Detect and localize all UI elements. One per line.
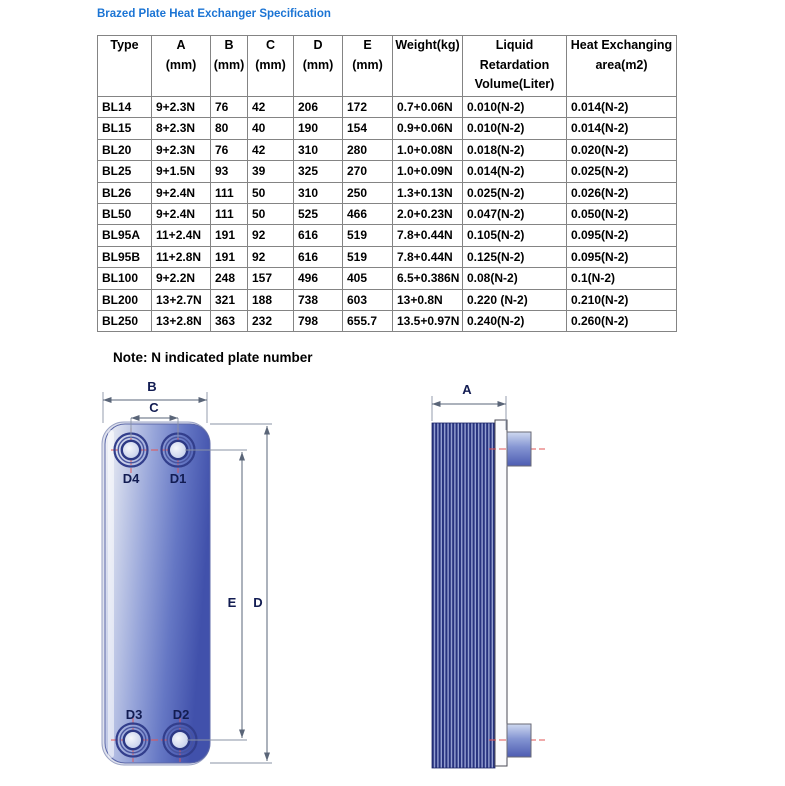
table-cell: 8+2.3N: [152, 118, 211, 139]
table-cell: 310: [294, 139, 343, 160]
spec-table: [97, 35, 677, 332]
table-cell: 80: [211, 118, 248, 139]
table-row: [98, 311, 677, 332]
table-cell: 280: [343, 139, 393, 160]
port-d4-label: D4: [122, 471, 140, 486]
column-header: C (mm): [248, 36, 294, 97]
table-cell: 76: [211, 97, 248, 118]
dim-d-label: D: [253, 595, 263, 610]
table-cell: 0.095(N-2): [567, 246, 677, 267]
table-cell: 405: [343, 268, 393, 289]
table-row: [98, 204, 677, 225]
dim-b-label: B: [147, 379, 157, 394]
table-cell: 92: [248, 225, 294, 246]
table-cell: 655.7: [343, 311, 393, 332]
table-cell: 42: [248, 97, 294, 118]
page-title: Brazed Plate Heat Exchanger Specification: [97, 8, 331, 20]
table-cell: 250: [343, 182, 393, 203]
table-cell: 466: [343, 204, 393, 225]
table-cell: 738: [294, 289, 343, 310]
table-row: [98, 268, 677, 289]
table-cell: 603: [343, 289, 393, 310]
table-cell: 248: [211, 268, 248, 289]
side-view-diagram: [425, 375, 560, 786]
table-cell: 111: [211, 204, 248, 225]
table-cell: 0.095(N-2): [567, 225, 677, 246]
table-cell: 9+2.4N: [152, 204, 211, 225]
table-cell: 157: [248, 268, 294, 289]
table-cell: 11+2.4N: [152, 225, 211, 246]
table-cell: 0.026(N-2): [567, 182, 677, 203]
table-cell: 11+2.8N: [152, 246, 211, 267]
table-cell: BL14: [98, 97, 152, 118]
table-cell: 39: [248, 161, 294, 182]
table-row: [98, 246, 677, 267]
table-cell: 0.010(N-2): [463, 118, 567, 139]
table-cell: 7.8+0.44N: [393, 246, 463, 267]
table-cell: 188: [248, 289, 294, 310]
table-cell: 270: [343, 161, 393, 182]
table-cell: BL25: [98, 161, 152, 182]
table-cell: 0.025(N-2): [463, 182, 567, 203]
table-cell: BL200: [98, 289, 152, 310]
table-cell: 13+2.8N: [152, 311, 211, 332]
table-cell: BL250: [98, 311, 152, 332]
table-cell: 0.9+0.06N: [393, 118, 463, 139]
dim-c-label: C: [149, 400, 159, 415]
table-cell: 0.210(N-2): [567, 289, 677, 310]
table-cell: 798: [294, 311, 343, 332]
table-cell: 1.0+0.09N: [393, 161, 463, 182]
table-cell: 42: [248, 139, 294, 160]
table-cell: 13+0.8N: [393, 289, 463, 310]
table-cell: 496: [294, 268, 343, 289]
bottom-port-stub: [507, 724, 531, 757]
table-cell: 191: [211, 225, 248, 246]
port-d1-label: D1: [169, 471, 187, 486]
table-cell: 0.220 (N-2): [463, 289, 567, 310]
table-cell: 6.5+0.386N: [393, 268, 463, 289]
table-cell: 0.050(N-2): [567, 204, 677, 225]
table-cell: 76: [211, 139, 248, 160]
table-cell: 13+2.7N: [152, 289, 211, 310]
table-cell: 1.3+0.13N: [393, 182, 463, 203]
table-cell: 363: [211, 311, 248, 332]
table-cell: 0.125(N-2): [463, 246, 567, 267]
table-cell: 0.014(N-2): [567, 118, 677, 139]
table-cell: 9+2.2N: [152, 268, 211, 289]
table-cell: 92: [248, 246, 294, 267]
table-cell: 9+2.4N: [152, 182, 211, 203]
table-cell: 310: [294, 182, 343, 203]
table-cell: BL50: [98, 204, 152, 225]
dim-e-label: E: [227, 595, 237, 610]
table-cell: 206: [294, 97, 343, 118]
table-cell: 9+2.3N: [152, 139, 211, 160]
plate-left-highlight: [108, 430, 114, 758]
plate-body: [105, 424, 210, 763]
port-d2-label: D2: [172, 707, 190, 722]
plate-number-note: Note: N indicated plate number: [113, 350, 313, 365]
table-cell: 525: [294, 204, 343, 225]
column-header: A (mm): [152, 36, 211, 97]
table-cell: 0.260(N-2): [567, 311, 677, 332]
table-row: [98, 182, 677, 203]
table-cell: 616: [294, 225, 343, 246]
dim-a-label: A: [462, 382, 472, 397]
table-cell: 93: [211, 161, 248, 182]
table-cell: 616: [294, 246, 343, 267]
end-plate: [495, 420, 507, 766]
table-cell: 9+2.3N: [152, 97, 211, 118]
table-cell: 2.0+0.23N: [393, 204, 463, 225]
column-header: D (mm): [294, 36, 343, 97]
table-cell: 0.014(N-2): [463, 161, 567, 182]
column-header: Weight(kg): [393, 36, 463, 97]
table-cell: 0.010(N-2): [463, 97, 567, 118]
table-cell: 519: [343, 246, 393, 267]
table-cell: 191: [211, 246, 248, 267]
table-cell: 0.1(N-2): [567, 268, 677, 289]
port-d3-label: D3: [125, 707, 143, 722]
table-cell: 50: [248, 204, 294, 225]
table-row: [98, 97, 677, 118]
table-cell: 0.047(N-2): [463, 204, 567, 225]
table-cell: 190: [294, 118, 343, 139]
table-cell: 321: [211, 289, 248, 310]
table-row: [98, 139, 677, 160]
plate-stack: [432, 423, 495, 768]
table-cell: BL15: [98, 118, 152, 139]
column-header: Heat Exchanging area(m2): [567, 36, 677, 97]
table-cell: 13.5+0.97N: [393, 311, 463, 332]
table-cell: 0.08(N-2): [463, 268, 567, 289]
table-cell: BL20: [98, 139, 152, 160]
column-header: B (mm): [211, 36, 248, 97]
column-header: Liquid Retardation Volume(Liter): [463, 36, 567, 97]
table-cell: 7.8+0.44N: [393, 225, 463, 246]
table-cell: 40: [248, 118, 294, 139]
table-cell: 9+1.5N: [152, 161, 211, 182]
table-cell: BL95B: [98, 246, 152, 267]
table-cell: 0.014(N-2): [567, 97, 677, 118]
table-cell: BL95A: [98, 225, 152, 246]
table-cell: 0.7+0.06N: [393, 97, 463, 118]
table-cell: 0.240(N-2): [463, 311, 567, 332]
table-cell: 325: [294, 161, 343, 182]
table-cell: 0.020(N-2): [567, 139, 677, 160]
table-row: [98, 161, 677, 182]
table-cell: 519: [343, 225, 393, 246]
table-row: [98, 225, 677, 246]
top-port-stub: [507, 432, 531, 466]
table-cell: 1.0+0.08N: [393, 139, 463, 160]
table-cell: BL26: [98, 182, 152, 203]
table-cell: 111: [211, 182, 248, 203]
table-row: [98, 289, 677, 310]
column-header: Type: [98, 36, 152, 97]
table-cell: BL100: [98, 268, 152, 289]
table-cell: 0.018(N-2): [463, 139, 567, 160]
column-header: E (mm): [343, 36, 393, 97]
table-cell: 154: [343, 118, 393, 139]
table-cell: 0.025(N-2): [567, 161, 677, 182]
table-cell: 232: [248, 311, 294, 332]
header-row: [98, 36, 677, 97]
table-row: [98, 118, 677, 139]
table-cell: 50: [248, 182, 294, 203]
table-cell: 0.105(N-2): [463, 225, 567, 246]
front-view-diagram: [95, 378, 285, 786]
table-cell: 172: [343, 97, 393, 118]
